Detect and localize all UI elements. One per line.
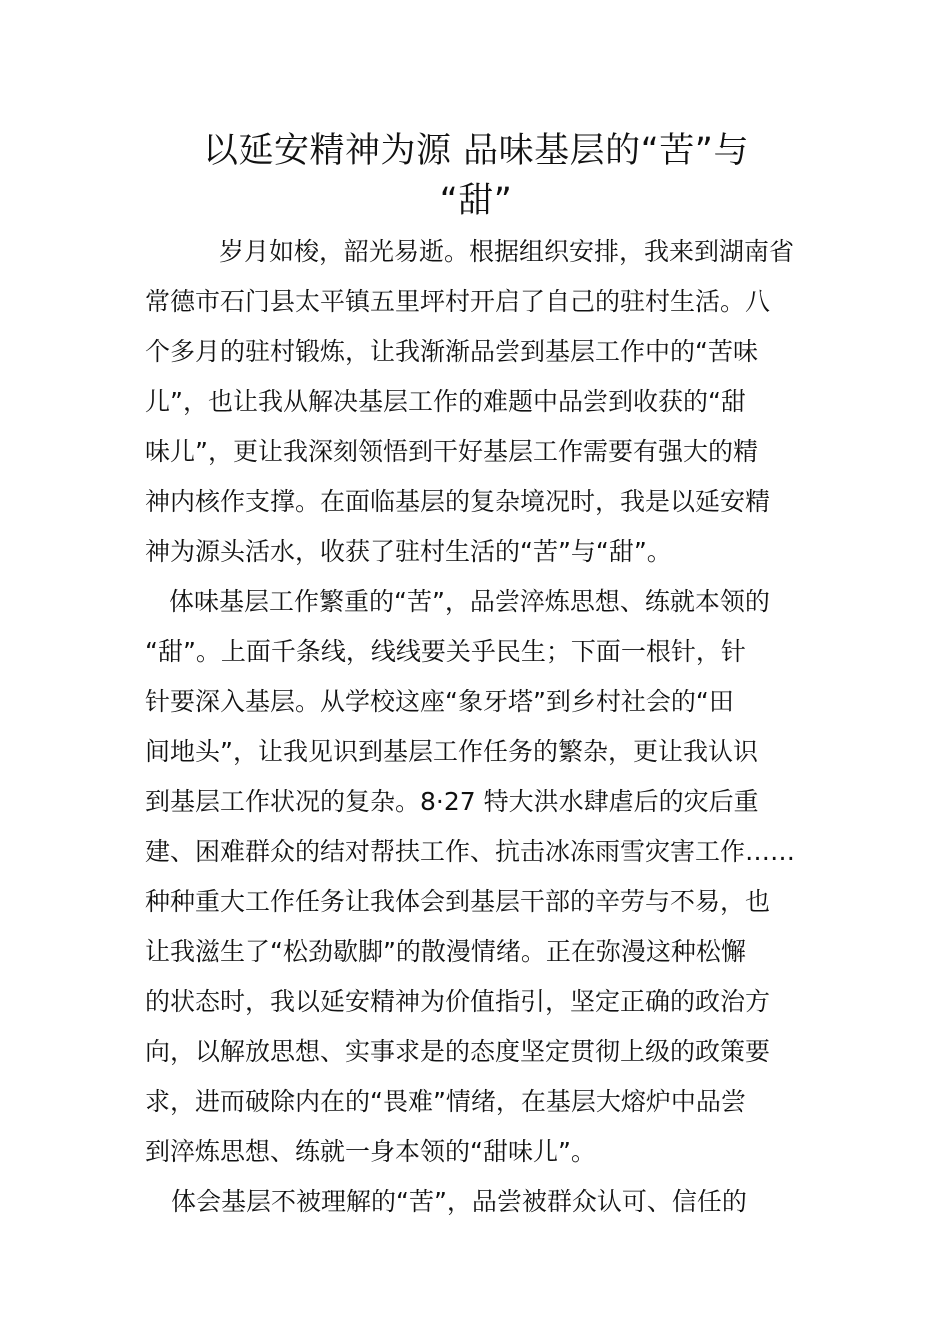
paragraph-line: 味儿”，更让我深刻领悟到干好基层工作需要有强大的精 [145, 437, 758, 466]
paragraph-line: 岁月如梭，韶光易逝。根据组织安排，我来到湖南省 [219, 237, 795, 266]
paragraph-line: 建、困难群众的结对帮扶工作、抗击冰冻雨雪灾害工作…… [145, 837, 796, 866]
paragraph-line: 间地头”，让我见识到基层工作任务的繁杂，更让我认识 [145, 737, 758, 766]
paragraph-line: 常德市石门县太平镇五里坪村开启了自己的驻村生活。八 [145, 287, 771, 316]
document-title [145, 126, 807, 226]
paragraph-2 [145, 577, 807, 1177]
paragraph-line: 种种重大工作任务让我体会到基层干部的辛劳与不易，也 [145, 887, 771, 916]
paragraph-line: 到基层工作状况的复杂。8·27 特大洪水肆虐后的灾后重 [145, 787, 759, 816]
paragraph-line: 神为源头活水，收获了驻村生活的“苦”与“甜”。 [145, 537, 672, 566]
paragraph-line: “甜”。上面千条线，线线要关乎民生；下面一根针，针 [145, 637, 746, 666]
title-line: 以延安精神为源 品味基层的“苦”与 [203, 131, 749, 171]
paragraph-line: 的状态时，我以延安精神为价值指引，坚定正确的政治方 [145, 987, 771, 1016]
paragraph-line: 到淬炼思想、练就一身本领的“甜味儿”。 [145, 1137, 596, 1166]
paragraph-line: 求，进而破除内在的“畏难”情绪，在基层大熔炉中品尝 [145, 1087, 746, 1116]
paragraph-line: 体会基层不被理解的“苦”，品尝被群众认可、信任的 [171, 1187, 747, 1216]
paragraph-line: 儿”，也让我从解决基层工作的难题中品尝到收获的“甜 [145, 387, 746, 416]
title-line: “甜” [439, 181, 513, 221]
paragraph-3 [145, 1177, 807, 1227]
paragraph-line: 向，以解放思想、实事求是的态度坚定贯彻上级的政策要 [145, 1037, 771, 1066]
paragraph-line: 个多月的驻村锻炼，让我渐渐品尝到基层工作中的“苦味 [145, 337, 758, 366]
paragraph-1 [145, 227, 807, 577]
paragraph-line: 体味基层工作繁重的“苦”，品尝淬炼思想、练就本领的 [169, 587, 770, 616]
document-body [145, 227, 807, 1227]
paragraph-line: 让我滋生了“松劲歇脚”的散漫情绪。正在弥漫这种松懈 [145, 937, 746, 966]
paragraph-line: 神内核作支撑。在面临基层的复杂境况时，我是以延安精 [145, 487, 771, 516]
paragraph-line: 针要深入基层。从学校这座“象牙塔”到乡村社会的“田 [145, 687, 734, 716]
